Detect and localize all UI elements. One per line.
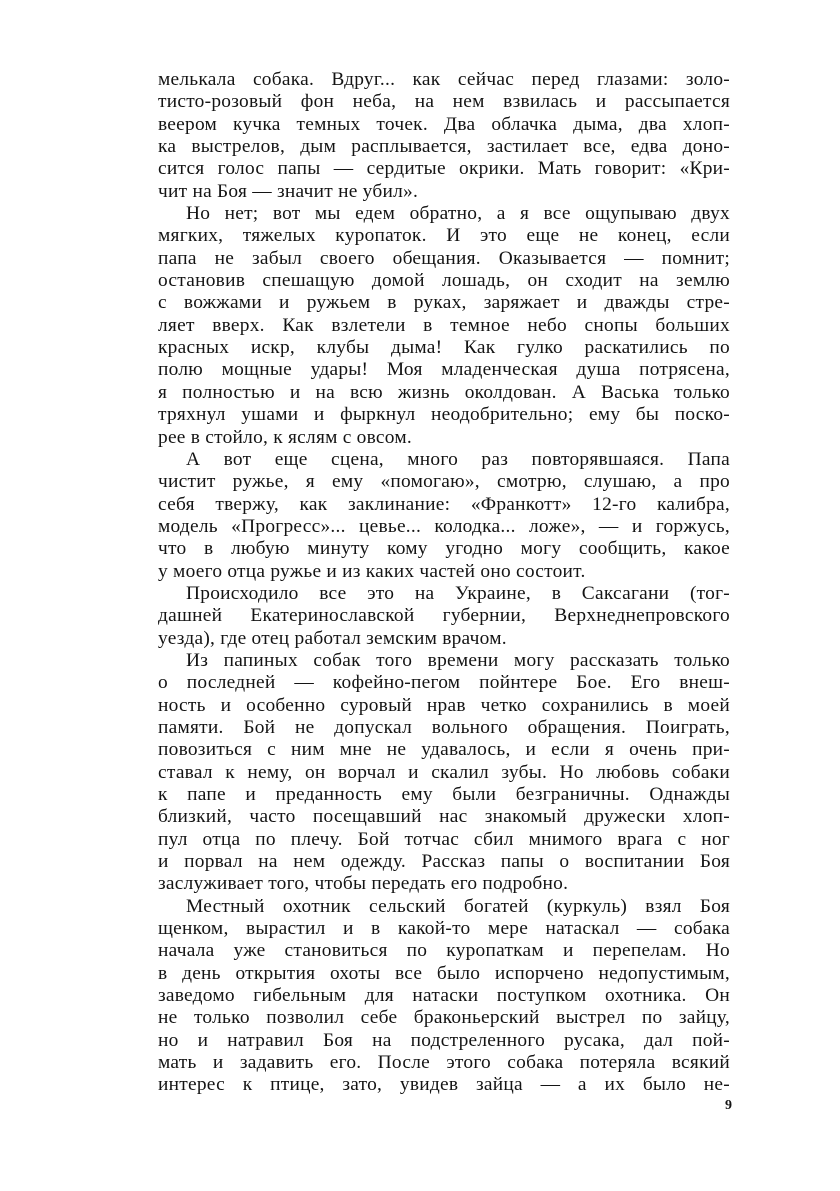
page-number: 9 <box>725 1098 732 1113</box>
text-line: ляет вверх. Как взлетели в темное небо снопы больших <box>158 314 730 336</box>
text-line: в день открытия охоты все было испорчено недопустимым, <box>158 962 730 984</box>
text-line: сится голос папы — сердитые окрики. Мать говорит: «Кри- <box>158 158 730 180</box>
text-line: интерес к птице, зато, увидев зайца — а их было не- <box>158 1074 730 1096</box>
text-line: тряхнул ушами и фыркнул неодобрительно; ему бы поско- <box>158 404 730 426</box>
text-line: рее в стойло, к яслям с овсом. <box>158 426 412 448</box>
text-line: о последней — кофейно-пегом пойнтере Бое. Его внеш- <box>158 672 730 694</box>
text-line: памяти. Бой не допускал вольного обращения. Поиграть, <box>158 716 730 738</box>
text-line: ка выстрелов, дым расплывается, застилает все, едва доно- <box>158 136 730 158</box>
text-line: уезда), где отец работал земским врачом. <box>158 627 507 649</box>
text-line: повозиться с ним мне не удавалось, и если я очень при- <box>158 739 730 761</box>
text-line: тисто-розовый фон неба, на нем взвилась и рассыпается <box>158 91 730 113</box>
text-line: щенком, вырастил и в какой-то мере натаскал — собака <box>158 918 730 940</box>
text-line: остановив спешащую домой лошадь, он сходит на землю <box>158 270 730 292</box>
text-line: и порвал на нем одежду. Рассказ папы о воспитании Боя <box>158 851 730 873</box>
text-line: близкий, часто посещавший нас знакомый дружески хлоп- <box>158 806 730 828</box>
text-line: веером кучка темных точек. Два облачка дыма, два хлоп- <box>158 113 730 135</box>
text-line: Из папиных собак того времени могу рассказать только <box>186 649 730 671</box>
paragraph <box>158 449 730 583</box>
text-line: мягких, тяжелых куропаток. И это еще не конец, если <box>158 225 730 247</box>
text-line: модель «Прогресс»... цевье... колодка... ложе», — и горжусь, <box>158 515 730 537</box>
text-line: что в любую минуту кому угодно могу сообщить, какое <box>158 538 730 560</box>
text-line: А вот еще сцена, много раз повторявшаяся. Папа <box>186 448 730 470</box>
text-line: заслуживает того, чтобы передать его подробно. <box>158 873 569 895</box>
text-line: папа не забыл своего обещания. Оказывается — помнит; <box>158 247 730 269</box>
text-line: пул отца по плечу. Бой тотчас сбил мнимого врага с ног <box>158 828 730 850</box>
text-line: ставал к нему, он ворчал и скалил зубы. Но любовь собаки <box>158 761 730 783</box>
text-line: с вожжами и ружьем в руках, заряжает и дважды стре- <box>158 292 730 314</box>
text-line: ность и особенно суровый нрав четко сохранились в моей <box>158 694 730 716</box>
text-line: начала уже становиться по куропаткам и перепелам. Но <box>158 940 730 962</box>
paragraph <box>158 69 730 203</box>
text-line: Местный охотник сельский богатей (куркуль) взял Боя <box>186 895 730 917</box>
text-line: к папе и преданность ему были безграничны. Однажды <box>158 784 730 805</box>
text-line: дашней Екатеринославской губернии, Верхнеднепровского <box>158 605 730 627</box>
text-line: полю мощные удары! Моя младенческая душа потрясена, <box>158 359 730 381</box>
text-line: не только позволил себе браконьерский выстрел по зайцу, <box>158 1007 730 1029</box>
text-line: Происходило все это на Украине, в Саксагани (тог- <box>186 582 730 604</box>
paragraph <box>158 583 730 650</box>
text-line: заведомо гибельным для натаски поступком охотника. Он <box>158 985 730 1007</box>
paragraph <box>158 896 730 1097</box>
paragraph <box>158 203 730 449</box>
text-line: я полностью и на всю жизнь околдован. А Васька только <box>158 381 730 403</box>
text-line: красных искр, клубы дыма! Как гулко раскатились по <box>158 337 730 359</box>
text-line: мать и задавить его. После этого собака потеряла всякий <box>158 1052 730 1074</box>
text-line: но и натравил Боя на подстреленного русака, дал пой- <box>158 1029 730 1051</box>
text-line: Но нет; вот мы едем обратно, а я все ощупываю двух <box>186 203 730 225</box>
text-line: мелькала собака. Вдруг... как сейчас перед глазами: золо- <box>158 69 730 90</box>
text-line: у моего отца ружье и из каких частей оно состоит. <box>158 560 586 582</box>
text-line: чит на Боя — значит не убил». <box>158 180 419 202</box>
body-text <box>158 69 730 1097</box>
paragraph <box>158 650 730 896</box>
text-line: себя твержу, как заклинание: «Франкотт» 12-го калибра, <box>158 493 730 515</box>
text-line: чистит ружье, я ему «помогаю», смотрю, слушаю, а про <box>158 471 730 493</box>
